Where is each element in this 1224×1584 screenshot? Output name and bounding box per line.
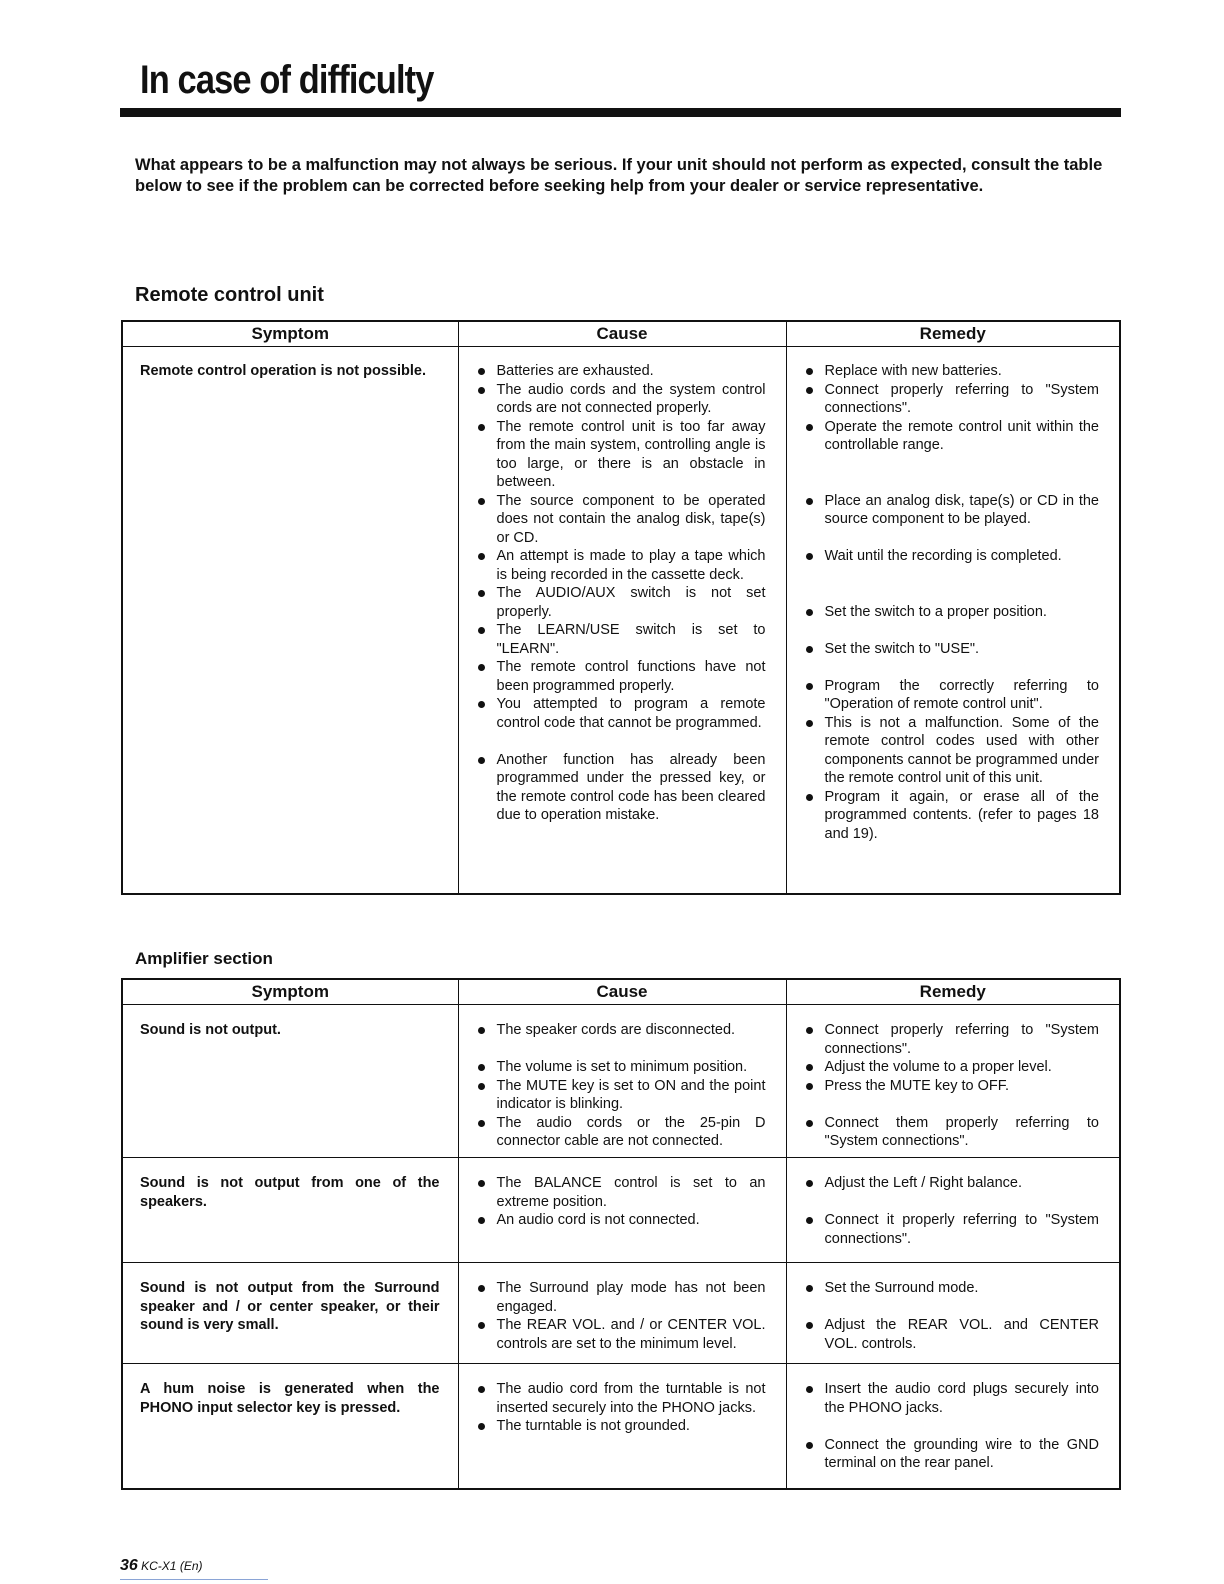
list-item: This is not a malfunction. Some of the remote control codes used with other components cannot be programmed under the remote control unit of this unit. <box>804 714 1100 788</box>
symptom-text: Sound is not output from one of the speakers. <box>140 1175 440 1210</box>
list-item: Connect properly referring to "System connections". <box>804 381 1100 418</box>
remedy-list <box>787 362 1120 843</box>
table-row <box>122 1005 1120 1158</box>
list-item: Replace with new batteries. <box>804 362 1100 381</box>
cause-list <box>459 1174 786 1230</box>
cause-list <box>459 1021 786 1151</box>
cause-list <box>459 1279 786 1353</box>
remedy-list <box>787 1279 1120 1353</box>
table-row <box>122 1158 1120 1263</box>
list-item: Set the Surround mode. <box>804 1279 1100 1298</box>
list-item: Adjust the REAR VOL. and CENTER VOL. controls. <box>804 1316 1100 1353</box>
title-rule <box>120 108 1121 117</box>
cause-list <box>459 1380 786 1436</box>
remote-troubleshooting-table <box>121 320 1121 895</box>
list-item: The speaker cords are disconnected. <box>476 1021 766 1040</box>
column-header-remedy: Remedy <box>786 979 1120 1005</box>
footer-rule <box>120 1579 268 1580</box>
list-item: Place an analog disk, tape(s) or CD in the source component to be played. <box>804 492 1100 529</box>
table-row <box>122 1263 1120 1364</box>
page-footer <box>120 1557 203 1575</box>
cause-cell <box>458 347 786 895</box>
remedy-cell <box>786 1263 1120 1364</box>
list-item: Program it again, or erase all of the programmed contents. (refer to pages 18 and 19). <box>804 788 1100 844</box>
table-row <box>122 347 1120 895</box>
list-item: Set the switch to a proper position. <box>804 603 1100 622</box>
cause-list <box>459 362 786 825</box>
remedy-cell <box>786 1364 1120 1490</box>
list-item: An audio cord is not connected. <box>476 1211 766 1230</box>
list-item: Operate the remote control unit within the controllable range. <box>804 418 1100 455</box>
list-item: You attempted to program a remote control code that cannot be programmed. <box>476 695 766 732</box>
list-item: Another function has already been programmed under the pressed key, or the remote control code has been cleared due to operation mistake. <box>476 751 766 825</box>
remedy-cell <box>786 1005 1120 1158</box>
symptom-cell <box>122 1263 458 1364</box>
list-item: The volume is set to minimum position. <box>476 1058 766 1077</box>
list-item: The MUTE key is set to ON and the point indicator is blinking. <box>476 1077 766 1114</box>
page-number: 36 <box>120 1557 138 1574</box>
list-item: Batteries are exhausted. <box>476 362 766 381</box>
list-item: The audio cord from the turntable is not inserted securely into the PHONO jacks. <box>476 1380 766 1417</box>
list-item: The Surround play mode has not been engaged. <box>476 1279 766 1316</box>
cause-cell <box>458 1364 786 1490</box>
remedy-list <box>787 1174 1120 1248</box>
list-item: Insert the audio cord plugs securely into the PHONO jacks. <box>804 1380 1100 1417</box>
page-title: In case of difficulty <box>140 58 434 102</box>
column-header-cause: Cause <box>458 979 786 1005</box>
list-item: Wait until the recording is completed. <box>804 547 1100 566</box>
list-item: The AUDIO/AUX switch is not set properly. <box>476 584 766 621</box>
list-item: Set the switch to "USE". <box>804 640 1100 659</box>
list-item: Adjust the Left / Right balance. <box>804 1174 1100 1193</box>
symptom-text: A hum noise is generated when the PHONO input selector key is pressed. <box>140 1381 440 1416</box>
list-item: The source component to be operated does not contain the analog disk, tape(s) or CD. <box>476 492 766 548</box>
symptom-cell <box>122 1005 458 1158</box>
symptom-text: Sound is not output. <box>140 1022 281 1038</box>
remedy-list <box>787 1021 1120 1151</box>
symptom-text: Sound is not output from the Surround speaker and / or center speaker, or their sound is very small. <box>140 1280 440 1333</box>
list-item: Connect it properly referring to "System connections". <box>804 1211 1100 1248</box>
list-item: The remote control unit is too far away from the main system, controlling angle is too large, or there is an obstacle in between. <box>476 418 766 492</box>
symptom-cell <box>122 347 458 895</box>
list-item: The audio cords and the system control cords are not connected properly. <box>476 381 766 418</box>
symptom-cell <box>122 1158 458 1263</box>
list-item: An attempt is made to play a tape which is being recorded in the cassette deck. <box>476 547 766 584</box>
column-header-cause: Cause <box>458 321 786 347</box>
section-heading-remote: Remote control unit <box>135 284 324 306</box>
section-heading-amplifier: Amplifier section <box>135 949 273 968</box>
column-header-symptom: Symptom <box>122 979 458 1005</box>
remedy-cell <box>786 347 1120 895</box>
intro-paragraph: What appears to be a malfunction may not always be serious. If your unit should not perform as expected, consult the table below to see if the problem can be corrected before seeking help from your dealer or service representative. <box>135 156 1103 195</box>
list-item: Connect properly referring to "System connections". <box>804 1021 1100 1058</box>
cause-cell <box>458 1005 786 1158</box>
column-header-symptom: Symptom <box>122 321 458 347</box>
table-row <box>122 1364 1120 1490</box>
table-header-row <box>122 979 1120 1005</box>
column-header-remedy: Remedy <box>786 321 1120 347</box>
list-item: The REAR VOL. and / or CENTER VOL. controls are set to the minimum level. <box>476 1316 766 1353</box>
list-item: The audio cords or the 25-pin D connector cable are not connected. <box>476 1114 766 1151</box>
list-item: Program the correctly referring to "Operation of remote control unit". <box>804 677 1100 714</box>
list-item: The LEARN/USE switch is set to "LEARN". <box>476 621 766 658</box>
amplifier-troubleshooting-table <box>121 978 1121 1490</box>
model-label: KC-X1 (En) <box>141 1559 203 1573</box>
remedy-cell <box>786 1158 1120 1263</box>
symptom-cell <box>122 1364 458 1490</box>
symptom-text: Remote control operation is not possible. <box>140 363 426 379</box>
list-item: The turntable is not grounded. <box>476 1417 766 1436</box>
list-item: Press the MUTE key to OFF. <box>804 1077 1100 1096</box>
cause-cell <box>458 1158 786 1263</box>
cause-cell <box>458 1263 786 1364</box>
list-item: Connect the grounding wire to the GND terminal on the rear panel. <box>804 1436 1100 1473</box>
list-item: The BALANCE control is set to an extreme position. <box>476 1174 766 1211</box>
table-header-row <box>122 321 1120 347</box>
list-item: Adjust the volume to a proper level. <box>804 1058 1100 1077</box>
list-item: Connect them properly referring to "System connections". <box>804 1114 1100 1151</box>
remedy-list <box>787 1380 1120 1473</box>
list-item: The remote control functions have not been programmed properly. <box>476 658 766 695</box>
